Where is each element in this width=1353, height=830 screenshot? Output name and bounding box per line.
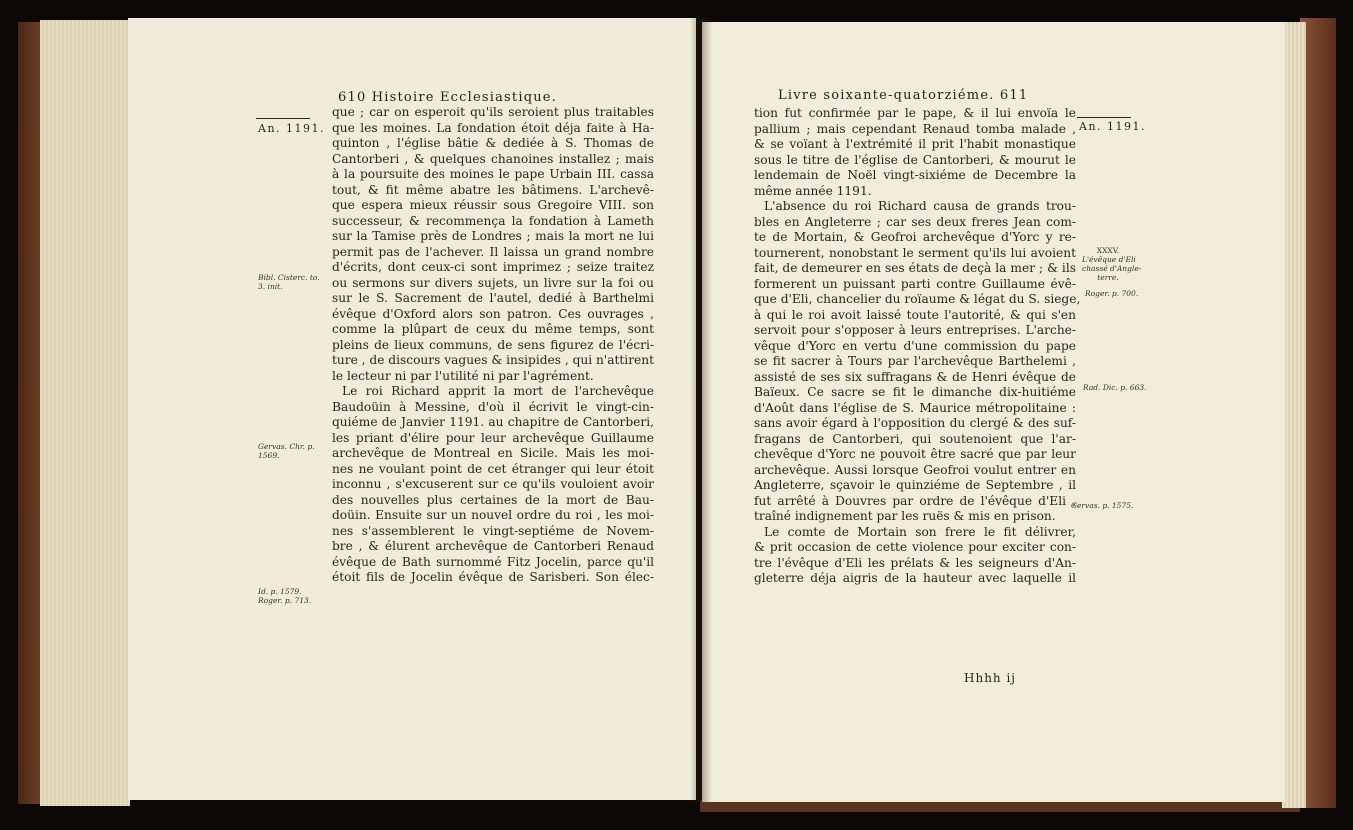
- text-line: fait, de demeurer en ses états de deçà la mer ; & ils: [754, 261, 1076, 275]
- text-line: tion fut confirmée par le pape, & il lui envoïa le: [754, 106, 1076, 120]
- text-line: sur le S. Sacrement de l'autel, dedié à Barthelmi: [332, 291, 654, 305]
- text-line: Baudoüin à Messine, d'où il écrivit le vingt-cin-: [332, 399, 654, 414]
- text-line: traîné indignement par les ruës & mis en prison.: [754, 509, 1056, 523]
- text-line: d'écrits, dont ceux-ci sont imprimez ; seize traitez: [332, 260, 654, 274]
- left-margin-year: An. 1191.: [258, 122, 326, 135]
- text-line: ou sermons sur divers sujets, un livre sur la foi ou: [332, 275, 654, 290]
- left-running-header: 610 Histoire Ecclesiastique.: [338, 90, 558, 105]
- text-line: doüin. Ensuite sur un nouvel ordre du roi , les moi-: [332, 508, 654, 522]
- text-line: Le comte de Mortain son frere le fit délivrer,: [764, 524, 1076, 539]
- right-body-text: [754, 106, 1081, 587]
- text-line: pallium ; mais cependant Renaud tomba malade ,: [754, 121, 1076, 136]
- text-line: même année 1191.: [754, 183, 872, 198]
- text-line: formerent un puissant parti contre Guillaume évê-: [754, 276, 1076, 291]
- text-line: évêque d'Oxford alors son patron. Ces ouvrages ,: [332, 306, 654, 321]
- right-year-rule: [1077, 117, 1131, 118]
- right-page: [702, 22, 1285, 802]
- text-line: que ; car on esperoit qu'ils seroient plus traitables: [332, 105, 654, 119]
- text-line: sous le titre de l'église de Cantorberi, & mourut le: [754, 152, 1076, 167]
- right-section-heading: XXXV. L'évêque d'Eli chassé d'Angle- terre.: [1082, 246, 1142, 282]
- text-line: permit pas de l'achever. Il laissa un grand nombre: [332, 244, 654, 259]
- right-running-header: Livre soixante-quatorziéme. 611: [778, 88, 1029, 103]
- text-line: à qui le roi avoit laissé toute l'autorité, & qui s'en: [754, 307, 1076, 322]
- text-line: que d'Eli, chancelier du roïaume & légat du S. siege,: [754, 292, 1081, 306]
- text-line: & se voïant à l'extrémité il prit l'habit monastique: [754, 137, 1076, 151]
- left-margin-note-1: Bibl. Cisterc. to. 3. init.: [258, 273, 320, 291]
- right-margin-note-1: Roger. p. 700.: [1085, 289, 1139, 298]
- text-line: chevêque d'Yorc ne pouvoit être sacré que par leur: [754, 447, 1076, 461]
- text-line: bles en Angleterre ; car ses deux freres Jean com-: [754, 214, 1076, 229]
- text-line: servoit pour s'opposer à leurs entreprises. L'arche-: [754, 323, 1076, 337]
- book-gutter: [690, 18, 712, 802]
- left-body-text: [332, 105, 654, 586]
- text-line: inconnu , s'excuserent sur ce qu'ils vouloient avoir: [332, 477, 654, 491]
- text-line: successeur, & recommença la fondation à Lameth: [332, 213, 654, 228]
- text-line: L'absence du roi Richard causa de grands trou-: [764, 199, 1076, 213]
- text-line: archevêque de Montreal en Sicile. Mais les moi-: [332, 446, 654, 460]
- text-line: bre , & élurent archevêque de Cantorberi Renaud: [332, 539, 654, 553]
- text-line: Cantorberi , & quelques chanoines installez ; mais: [332, 151, 654, 166]
- text-line: étoit fils de Jocelin évêque de Sarisberi. Son élec-: [332, 570, 654, 584]
- left-margin-note-2: Gervas. Chr. p. 1569.: [258, 442, 315, 460]
- left-page: [128, 18, 696, 800]
- text-line: te de Mortain, & Geofroi archevêque d'Yorc y re-: [754, 230, 1076, 244]
- text-line: Angleterre, sçavoir le quinziéme de Septembre , il: [754, 478, 1076, 492]
- text-line: que espera mieux réussir sous Gregoire VIII. son: [332, 198, 654, 212]
- text-line: quinton , l'église bâtie & dediée à S. Thomas de: [332, 136, 654, 150]
- signature-mark: Hhhh ij: [964, 671, 1017, 685]
- right-margin-note-2: Rad. Dic. p. 663.: [1083, 383, 1147, 392]
- text-line: & prit occasion de cette violence pour exciter con-: [754, 540, 1076, 554]
- text-line: archevêque. Aussi lorsque Geofroi voulut entrer en: [754, 462, 1076, 477]
- text-line: Baïeux. Ce sacre se fit le dimanche dix-huitiéme: [754, 385, 1076, 399]
- left-year-rule: [256, 118, 310, 119]
- text-line: à la poursuite des moines le pape Urbain III. cassa: [332, 167, 654, 181]
- text-line: tre l'évêque d'Eli les prélats & les seigneurs d'An-: [754, 555, 1076, 570]
- right-margin-year: An. 1191.: [1079, 120, 1147, 133]
- text-line: évêque de Bath surnommé Fitz Jocelin, parce qu'il: [332, 554, 654, 569]
- text-line: le lecteur ni par l'utilité ni par l'agrément.: [332, 368, 594, 383]
- right-margin-note-3: Gervas. p. 1575.: [1071, 501, 1134, 510]
- text-line: les priant d'élire pour leur archevêque Guillaume: [332, 430, 654, 445]
- text-line: fragans de Cantorberi, qui soutenoient que l'ar-: [754, 431, 1076, 446]
- text-line: des nouvelles plus certaines de la mort de Bau-: [332, 492, 654, 507]
- text-line: ture , de discours vagues & insipides , qui n'attirent: [332, 353, 654, 367]
- text-line: nes s'assemblerent le vingt-septiéme de Novem-: [332, 523, 654, 538]
- text-line: comme la plûpart de ceux du même temps, sont: [332, 322, 654, 336]
- text-line: quiéme de Janvier 1191. au chapitre de Cantorberi,: [332, 415, 654, 429]
- text-line: assisté de ses six suffragans & de Henri évêque de: [754, 369, 1076, 384]
- text-line: se fit sacrer à Tours par l'archevêque Barthelemi ,: [754, 354, 1076, 368]
- text-line: gleterre déja aigris de la hauteur avec laquelle il: [754, 571, 1076, 585]
- text-line: pleins de lieux communs, de sens figurez de l'écri-: [332, 337, 654, 352]
- text-line: que les moines. La fondation étoit déja faite à Ha-: [332, 120, 654, 135]
- text-line: nes ne voulant point de cet étranger qui leur étoit: [332, 461, 654, 476]
- text-line: d'Août dans l'église de S. Maurice métropolitaine :: [754, 400, 1076, 415]
- text-line: tout, & fit même abatre les bâtimens. L'archevê-: [332, 182, 654, 197]
- right-page-stack: [1282, 22, 1306, 808]
- text-line: vêque d'Yorc en vertu d'une commission du pape: [754, 338, 1076, 353]
- text-line: fut arrêté à Douvres par ordre de l'évêque d'Eli ,: [754, 493, 1076, 508]
- text-line: Le roi Richard apprit la mort de l'archevêque: [342, 384, 654, 398]
- text-line: sans avoir égard à l'opposition du clergé & des suf-: [754, 416, 1076, 430]
- text-line: lendemain de Noël vingt-sixiéme de Decembre la: [754, 168, 1076, 182]
- text-line: sur la Tamise près de Londres ; mais la mort ne lui: [332, 229, 654, 243]
- text-line: tournerent, nonobstant le serment qu'ils lui avoient: [754, 245, 1076, 260]
- left-margin-note-3: Id. p. 1579. Roger. p. 713.: [258, 587, 312, 605]
- left-page-stack: [40, 20, 130, 806]
